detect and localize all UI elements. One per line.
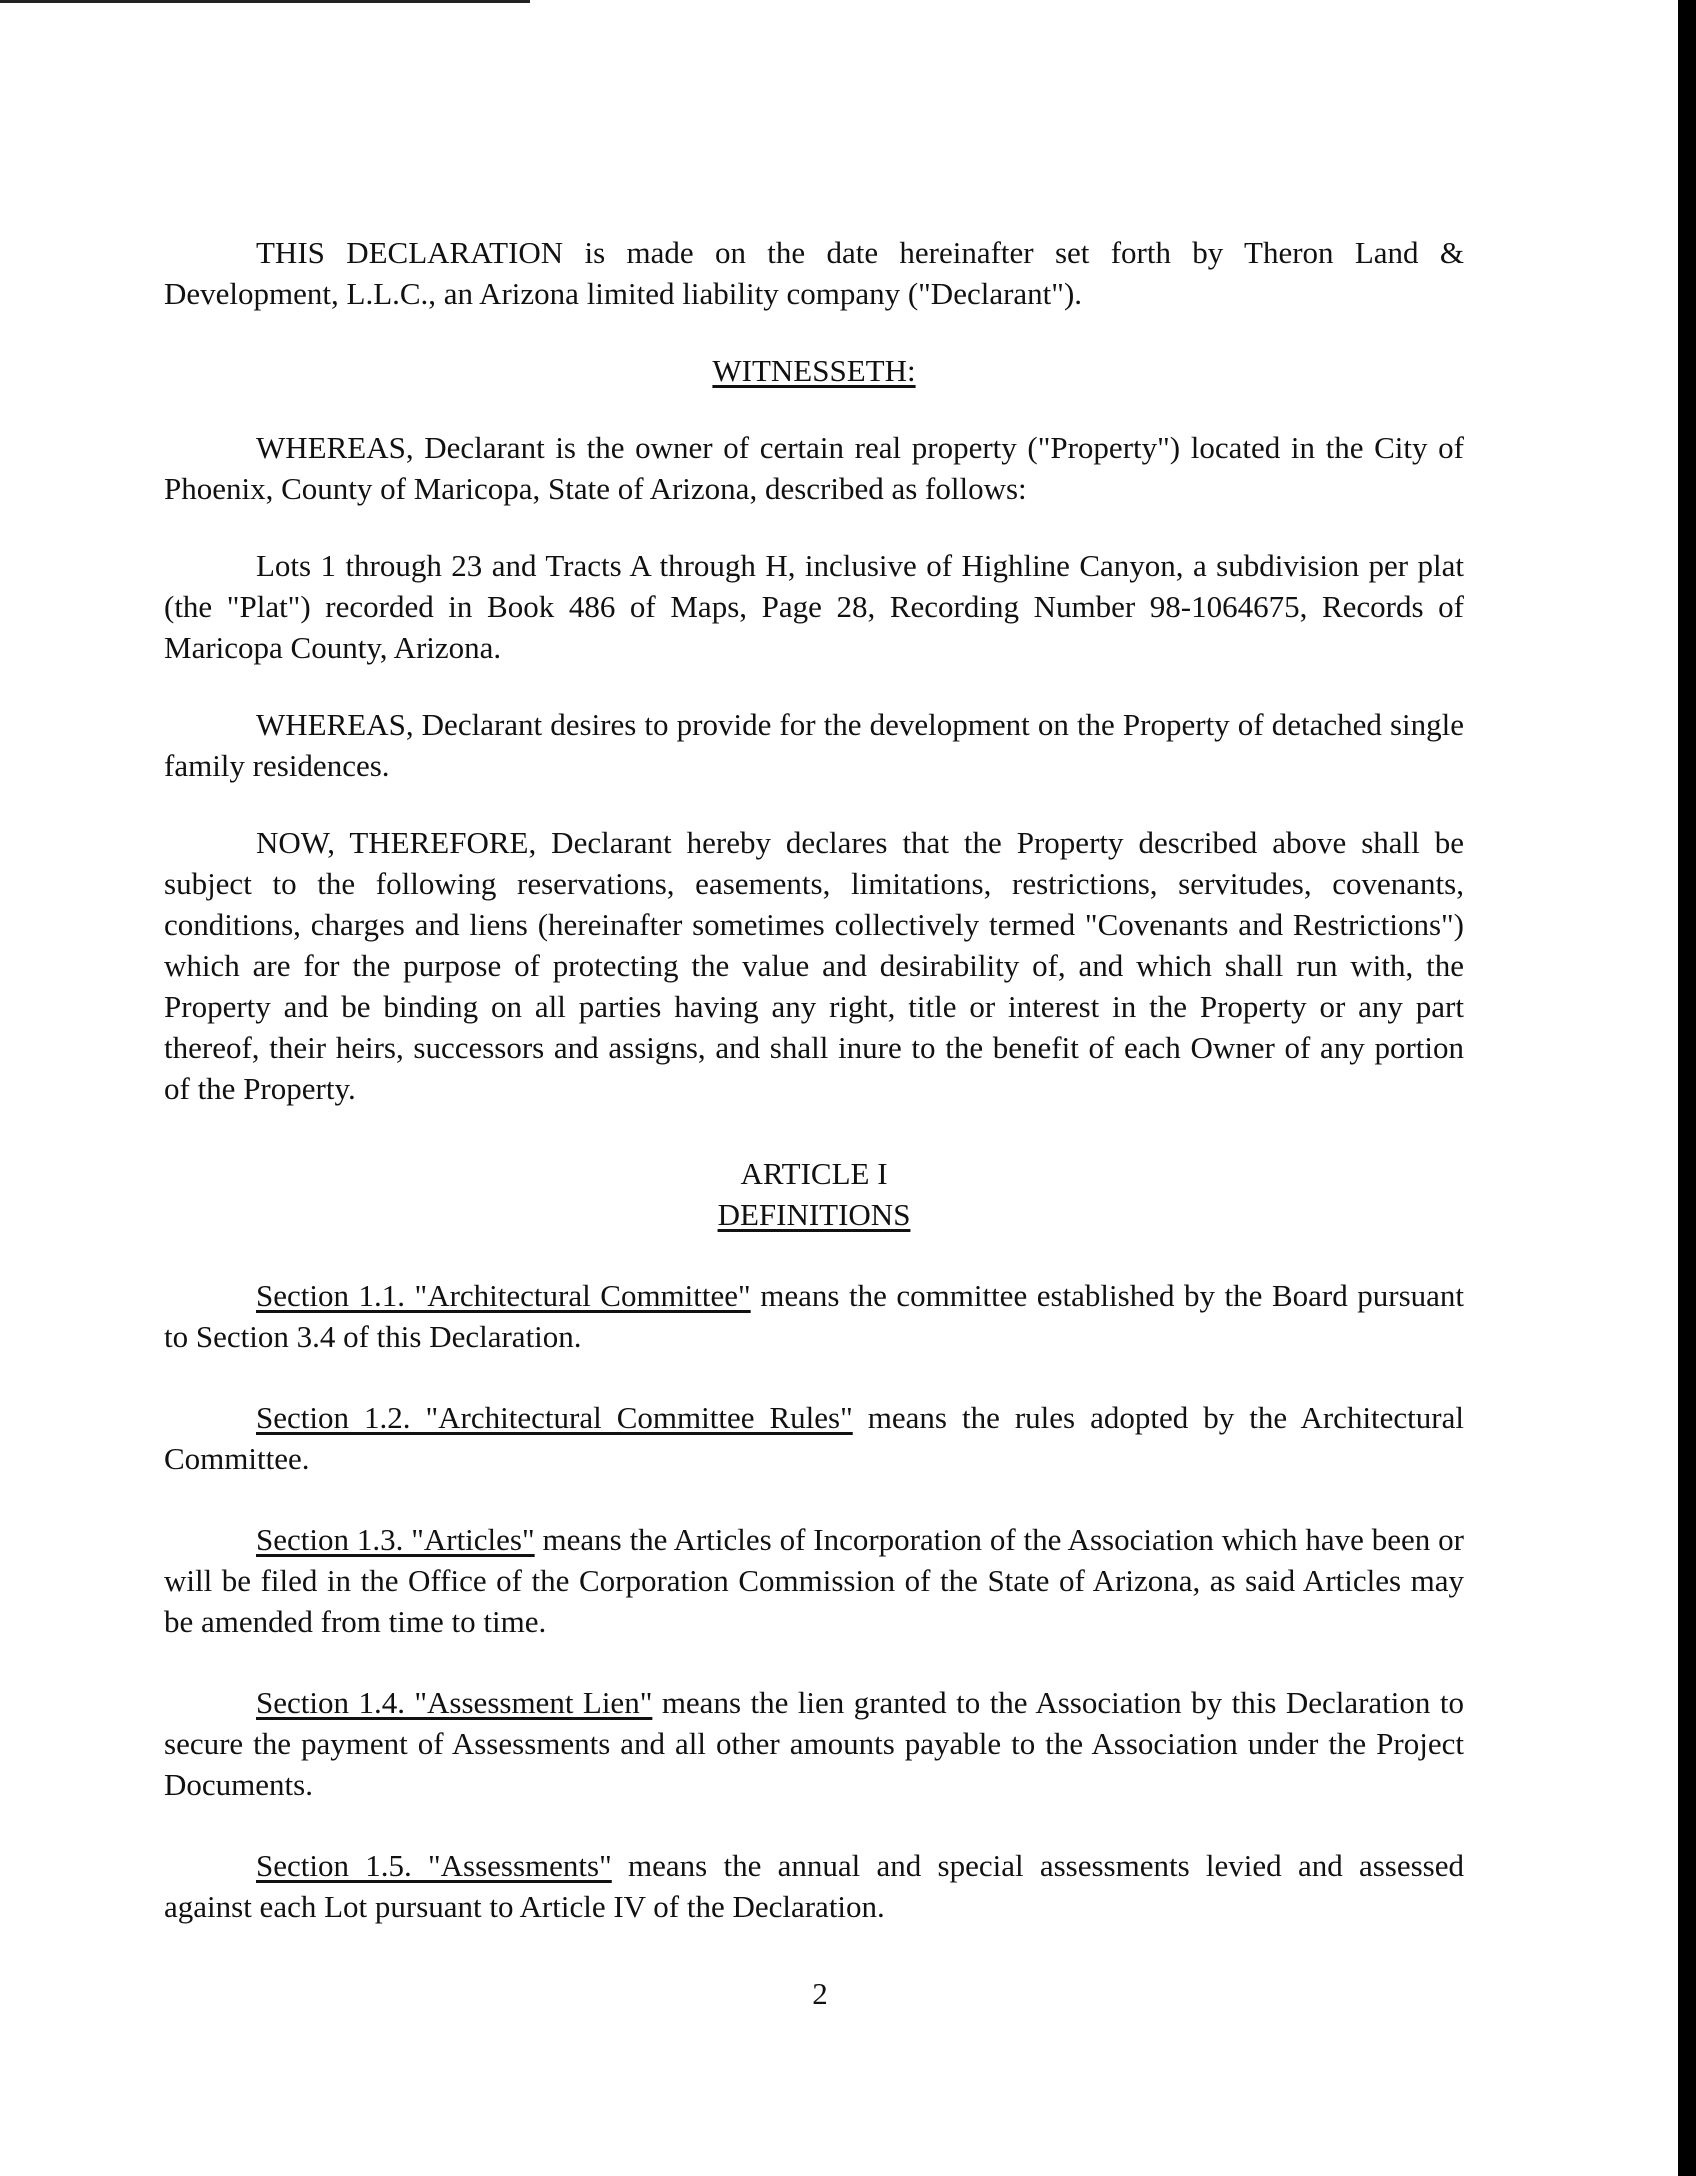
section-1-3 [164, 1519, 1464, 1642]
section-1-3-heading: Section 1.3. "Articles" [256, 1522, 535, 1557]
section-1-4-body: means the lien granted to the Association by this Declaration to secure the payment of Assessments and all other amounts payable to the Association under the Project Documents. [164, 1685, 1464, 1802]
section-1-1-heading: Section 1.1. "Architectural Committee" [256, 1278, 751, 1313]
section-1-1-body: means the committee established by the Board pursuant to Section 3.4 of this Declaration. [164, 1278, 1465, 1354]
whereas-development-paragraph: WHEREAS, Declarant desires to provide for the development on the Property of detached single family residences. [164, 707, 1464, 783]
scan-edge-border [1678, 0, 1696, 2176]
legal-description-paragraph: Lots 1 through 23 and Tracts A through H, inclusive of Highline Canyon, a subdivision per plat (the "Plat") recorded in Book 486 of Maps, Page 28, Recording Number 98-1064675, Records of Maricopa County, Arizona. [164, 548, 1464, 665]
article-heading [164, 1153, 1464, 1235]
section-1-2 [164, 1397, 1464, 1479]
section-1-2-body: means the rules adopted by the Architectural Committee. [164, 1400, 1464, 1476]
section-1-2-heading: Section 1.2. "Architectural Committee Rules" [256, 1400, 853, 1435]
section-1-4-heading: Section 1.4. "Assessment Lien" [256, 1685, 653, 1720]
section-1-5-heading: Section 1.5. "Assessments" [256, 1848, 612, 1883]
section-1-4 [164, 1682, 1464, 1805]
document-body [164, 232, 1464, 1927]
section-1-3-body: means the Articles of Incorporation of the Association which have been or will be filed in the Office of the Corporation Commission of the State of Arizona, as said Articles may be amended from time to time. [164, 1522, 1464, 1639]
article-number: ARTICLE I [740, 1156, 888, 1191]
top-scan-rule [0, 0, 530, 3]
witnesseth-label: WITNESSETH: [712, 353, 916, 388]
page-number: 2 [812, 1976, 828, 2011]
section-1-1 [164, 1275, 1464, 1357]
witnesseth-heading [164, 350, 1464, 391]
section-1-5-body: means the annual and special assessments levied and assessed against each Lot pursuant to Article IV of the Declaration. [164, 1848, 1464, 1924]
now-therefore-paragraph: NOW, THEREFORE, Declarant hereby declares that the Property described above shall be subject to the following reservations, easements, limitations, restrictions, servitudes, covenants, conditions, charges and liens (hereinafter sometimes collectively termed "Covenants and Restrictions") which are for the purpose of protecting the value and desirability of, and which shall run with, the Property and be binding on all parties having any right, title or interest in the Property or any part thereof, their heirs, successors and assigns, and shall inure to the benefit of each Owner of any portion of the Property. [164, 825, 1464, 1106]
article-title: DEFINITIONS [717, 1197, 911, 1232]
whereas-property-paragraph: WHEREAS, Declarant is the owner of certain real property ("Property") located in the City of Phoenix, County of Maricopa, State of Arizona, described as follows: [164, 430, 1464, 506]
section-1-5 [164, 1845, 1464, 1927]
intro-paragraph: THIS DECLARATION is made on the date hereinafter set forth by Theron Land & Development, L.L.C., an Arizona limited liability company ("Declarant"). [164, 235, 1464, 311]
